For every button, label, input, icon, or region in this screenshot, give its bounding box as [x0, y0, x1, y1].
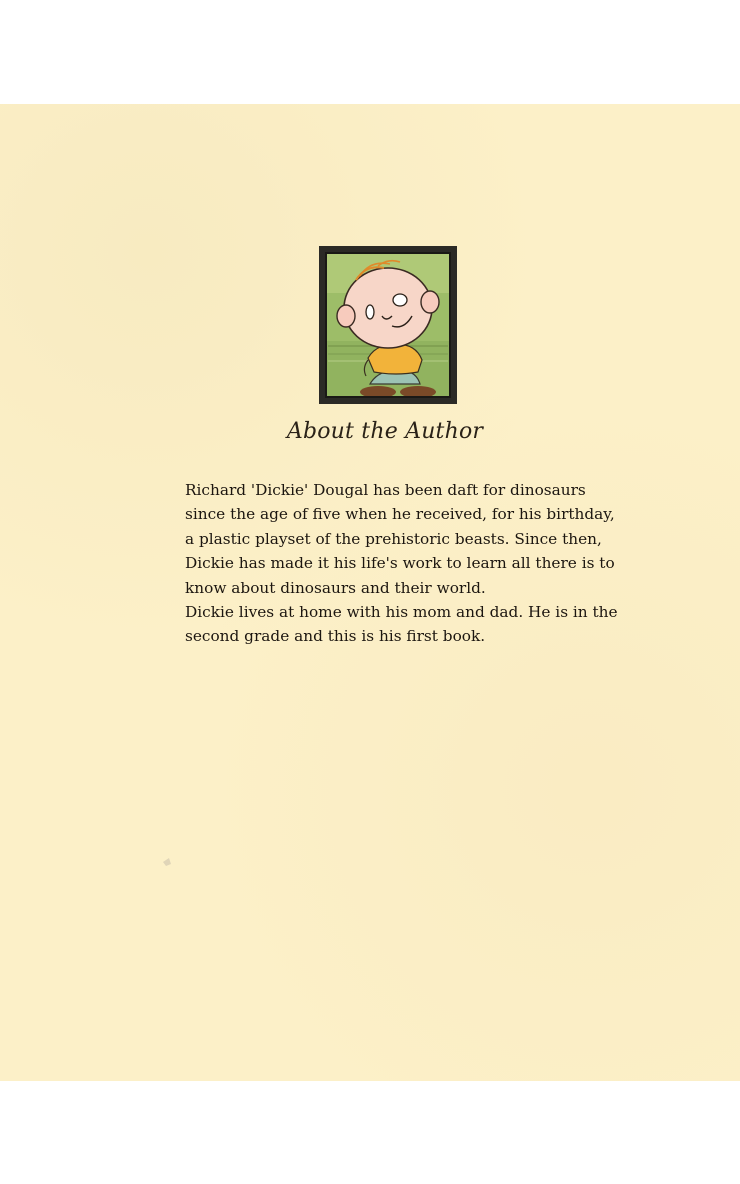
bio-paragraph: Richard 'Dickie' Dougal has been daft for dinosaurs since the age of five when he received, for his birthday, a plastic playset of the prehistoric beasts. Since then, Dickie has made it his life's work to learn all there is to know about dinosaurs and their world.: [185, 481, 615, 597]
author-portrait: [318, 246, 458, 404]
paper-smudge-mark: [161, 856, 173, 868]
author-bio: [185, 478, 625, 649]
book-page: [0, 104, 740, 1081]
cartoon-boy-illustration: [318, 246, 458, 404]
page-title: About the Author: [286, 419, 484, 444]
bio-paragraph: Dickie lives at home with his mom and dad. He is in the second grade and this is his first book.: [185, 603, 618, 646]
